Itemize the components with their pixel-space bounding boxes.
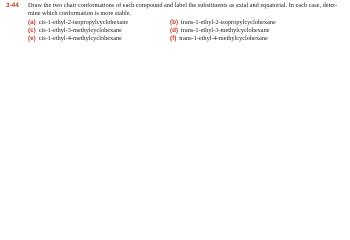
part-text: trans-1-ethyl-3-methylcyclohexane (181, 27, 270, 34)
problem-stem-line-2: mine which conformation is more stable. (28, 10, 132, 17)
problem-stem-line-1: Draw the two chair conformations of each compound and label the substituents as axial and equatorial. In each case, deter- (28, 2, 338, 9)
part-text: cis-1-ethyl-4-methylcyclohexane (38, 35, 122, 42)
part-f (170, 35, 268, 43)
part-text: trans-1-ethyl-2-isopropylcyclohexane (181, 19, 276, 26)
part-label: (f) (170, 35, 177, 42)
part-c (28, 27, 122, 35)
part-a (28, 19, 128, 27)
part-text: cis-1-ethyl-3-methylcyclohexane (38, 27, 122, 34)
part-text: trans-1-ethyl-4-methylcyclohexane (179, 35, 268, 42)
part-label: (b) (170, 19, 179, 26)
problem-number: 3-44 (6, 2, 19, 9)
part-label: (a) (28, 19, 36, 26)
part-label: (d) (170, 27, 179, 34)
part-text: cis-1-ethyl-2-isopropylcyclohexane (38, 19, 129, 26)
part-label: (e) (28, 35, 36, 42)
part-d (170, 27, 270, 35)
problem-block (6, 2, 346, 50)
part-e (28, 35, 122, 43)
part-b (170, 19, 276, 27)
problem-stem (28, 2, 346, 18)
part-label: (c) (28, 27, 36, 34)
